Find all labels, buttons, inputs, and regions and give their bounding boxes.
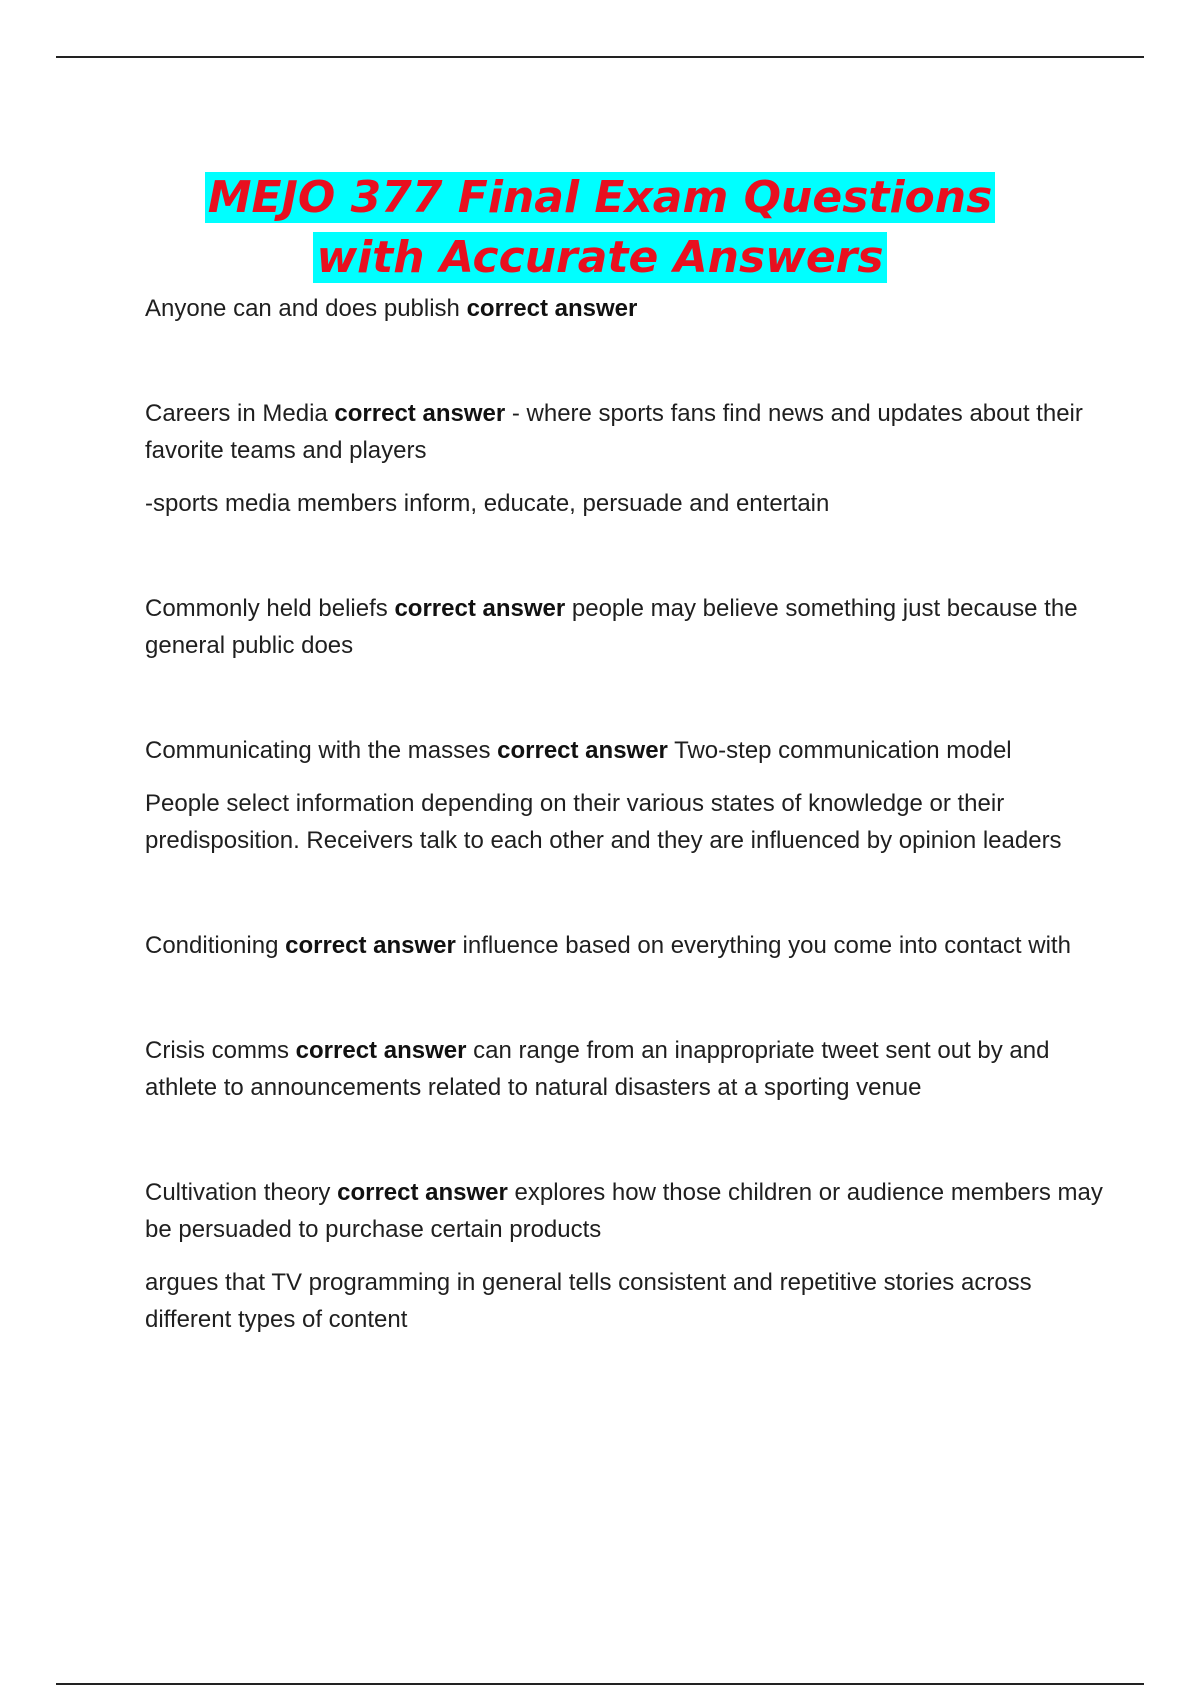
- answer-marker: correct answer: [394, 595, 566, 622]
- qa-term: Communicating with the masses: [145, 737, 491, 764]
- qa-answer: explores how those children or audience members may be persuaded to purchase certain products: [145, 1179, 1103, 1243]
- qa-question: [145, 290, 1105, 327]
- qa-question: [145, 1032, 1105, 1106]
- answer-marker: correct answer: [466, 295, 638, 322]
- qa-entry-conditioning: [145, 927, 1105, 964]
- qa-answer: Two-step communication model: [674, 737, 1012, 764]
- qa-answer-extra: -sports media members inform, educate, persuade and entertain: [145, 490, 830, 517]
- qa-term: Anyone can and does publish: [145, 295, 460, 322]
- qa-term: Crisis comms: [145, 1037, 289, 1064]
- qa-answer-extra: argues that TV programming in general tells consistent and repetitive stories across different types of content: [145, 1269, 1032, 1333]
- qa-entry-careers-in-media: [145, 395, 1105, 522]
- qa-question: [145, 395, 1105, 469]
- qa-question: [145, 732, 1105, 769]
- qa-answer: - where sports fans find news and updates about their favorite teams and players: [145, 400, 1083, 464]
- title-line-1: MEJO 377 Final Exam Questions: [205, 172, 996, 223]
- qa-entry-communicating-with-masses: [145, 732, 1105, 859]
- document-title: [0, 168, 1200, 288]
- qa-answer-extra: People select information depending on their various states of knowledge or their predisposition. Receivers talk to each other and they are influenced by opinion leaders: [145, 790, 1062, 854]
- answer-marker: correct answer: [497, 737, 668, 764]
- header-rule: [56, 56, 1144, 58]
- answer-marker: correct answer: [337, 1179, 508, 1206]
- qa-term: Cultivation theory: [145, 1179, 331, 1206]
- qa-answer: people may believe something just because the general public does: [145, 595, 1078, 659]
- qa-entry-crisis-comms: [145, 1032, 1105, 1106]
- qa-answer: influence based on everything you come into contact with: [462, 932, 1071, 959]
- qa-term: Conditioning: [145, 932, 279, 959]
- qa-term: Careers in Media: [145, 400, 328, 427]
- qa-question: [145, 927, 1105, 964]
- qa-question: [145, 590, 1105, 664]
- answer-marker: correct answer: [295, 1037, 467, 1064]
- answer-marker: correct answer: [334, 400, 506, 427]
- qa-answer: can range from an inappropriate tweet sent out by and athlete to announcements related to natural disasters at a sporting venue: [145, 1037, 1050, 1101]
- qa-entry-cultivation-theory: [145, 1174, 1105, 1338]
- qa-term: Commonly held beliefs: [145, 595, 388, 622]
- footer-rule: [56, 1683, 1144, 1685]
- qa-list: [145, 290, 1105, 1354]
- title-line-2: with Accurate Answers: [313, 232, 886, 283]
- qa-entry-anyone-can-publish: [145, 290, 1105, 327]
- qa-question: [145, 1174, 1105, 1248]
- answer-marker: correct answer: [285, 932, 456, 959]
- qa-entry-commonly-held-beliefs: [145, 590, 1105, 664]
